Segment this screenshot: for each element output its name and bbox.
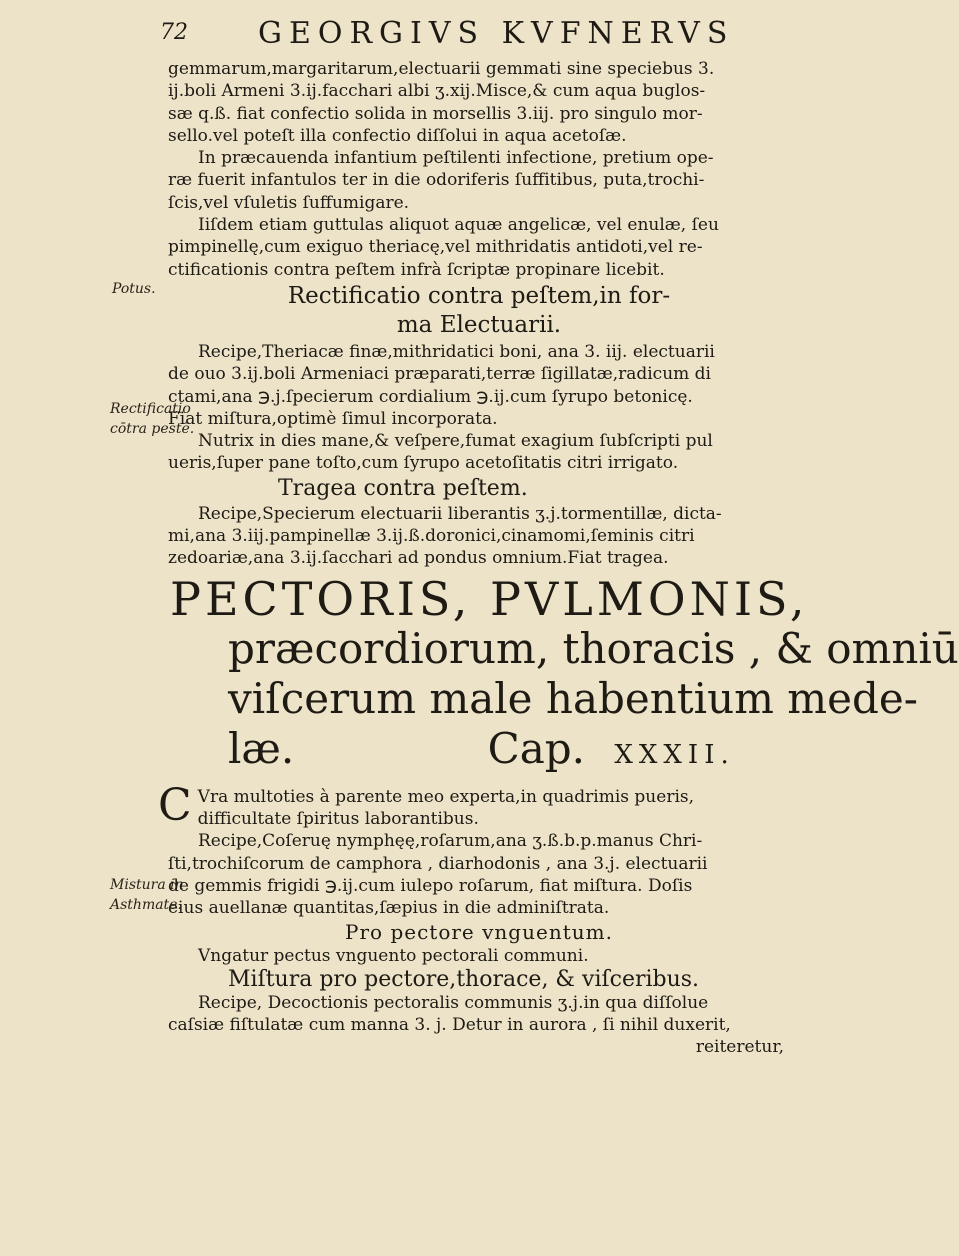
page-header	[0, 14, 800, 54]
text-line: difficultate ſpiritus laborantibus.	[197, 808, 479, 829]
text-line: ſcis,vel vſuletis ſuffumigare.	[168, 192, 410, 213]
text-line: caſsiæ fiſtulatæ cum manna 3. j. Detur in aurora , ſi nihil duxerit,	[168, 1015, 731, 1036]
text-line: ctificationis contra peſtem infrà ſcriptæ propinare licebit.	[168, 259, 665, 280]
section-heading-rectificatio-2: ma Electuarii.	[396, 311, 562, 338]
text-line: Vra multoties à parente meo experta,in quadrimis pueris,	[197, 786, 695, 807]
margin-note-rectificatio-2: cōtra pestē.	[110, 421, 195, 437]
text-line: Recipe,Coſeruę nymphęę,roſarum,ana ʒ.ß.b.p.manus Chri-	[198, 831, 703, 852]
margin-note-mistura-1: Mistura in	[110, 877, 184, 893]
chapter-cap-label: Cap.	[487, 723, 586, 773]
page-number: 72	[160, 20, 188, 45]
text-line: mi,ana 3.iij.pampinellæ 3.ij.ß.doronici,cinamomi,ſeminis citri	[168, 526, 695, 547]
margin-note-potus: Potus.	[112, 281, 156, 297]
drop-cap: C	[158, 779, 192, 831]
text-line: Nutrix in dies mane,& veſpere,fumat exagium ſubſcripti pul	[198, 431, 713, 452]
chapter-title-word: læ.	[228, 723, 295, 773]
text-line: zedoariæ,ana 3.ij.ſacchari ad pondus omnium.Fiat tragea.	[168, 548, 669, 569]
text-line: ctami,ana ℈.j.ſpecierum cordialium ℈.ij.cum ſyrupo betonicę.	[168, 386, 693, 407]
text-line: Recipe,Theriacæ finæ,mithridatici boni, ana 3. iij. electuarii	[198, 341, 715, 362]
text-line: Vngatur pectus vnguento pectorali communi.	[198, 946, 589, 967]
text-line: sæ q.ß. fiat confectio solida in morsellis 3.iij. pro singulo mor-	[168, 103, 703, 124]
section-heading-unguentum: Pro pectore vnguentum.	[345, 920, 613, 945]
text-line: gemmarum,margaritarum,electuarii gemmati sine speciebus 3.	[168, 59, 715, 79]
text-line: ſti,trochiſcorum de camphora , diarhodonis , ana 3.j. electuarii	[168, 853, 708, 874]
chapter-number: XXXII.	[614, 739, 735, 770]
section-heading-mistura: Miſtura pro pectore,thorace, & viſceribus.	[228, 966, 700, 992]
running-head: GEORGIVS KVFNERVS	[258, 16, 735, 51]
body-text	[158, 58, 959, 1059]
text-line: In præcauenda infantium peſtilenti infectione, pretium ope-	[198, 148, 714, 169]
text-line: pimpinellę,cum exiguo theriacę,vel mithridatis antidoti,vel re-	[168, 237, 703, 258]
text-line: ij.boli Armeni 3.ij.facchari albi ʒ.xij.Misce,& cum aqua buglos-	[168, 81, 706, 102]
text-line: de ouo 3.ij.boli Armeniaci præparati,terræ ſigillatæ,radicum di	[168, 364, 711, 385]
section-heading-tragea: Tragea contra peſtem.	[278, 475, 528, 501]
text-line: Recipe, Decoctionis pectoralis communis ʒ.j.in qua diſſolue	[198, 992, 709, 1013]
chapter-title-line-1: præcordiorum, thoracis , & omniū	[228, 623, 959, 673]
chapter-title-line-3	[168, 724, 790, 780]
margin-note-rectificatio-1: Rectificatio	[110, 401, 191, 417]
chapter-title-line-2: viſcerum male habentium mede-	[228, 673, 918, 723]
text-line: Recipe,Specierum electuarii liberantis ʒ.j.tormentillæ, dicta-	[198, 503, 722, 524]
text-line: ræ fuerit infantulos ter in die odoriferis ſuffitibus, puta,trochi-	[168, 170, 705, 191]
chapter-title-main: PECTORIS, PVLMONIS,	[170, 571, 809, 626]
text-line: reiteretur,	[695, 1037, 784, 1058]
text-line: sello.vel poteſt illa confectio diſſolui in aqua acetoſæ.	[168, 125, 627, 146]
text-line: ueris,ſuper pane toſto,cum ſyrupo acetoſitatis citri irrigato.	[168, 453, 679, 474]
section-heading-rectificatio: Rectificatio contra peſtem,in for-	[287, 282, 671, 309]
text-line: Fiat miſtura,optimè ſimul incorporata.	[168, 408, 498, 429]
text-line: de gemmis frigidi ℈.ij.cum iulepo roſarum, fiat miſtura. Doſis	[168, 875, 693, 896]
margin-note-mistura-2: Asthmate.	[110, 897, 182, 913]
paragraph-cura	[158, 779, 790, 831]
text-line: Iiſdem etiam guttulas aliquot aquæ angelicæ, vel enulæ, ſeu	[198, 215, 719, 236]
text-line: eius auellanæ quantitas,ſæpius in die adminiſtrata.	[168, 898, 610, 919]
